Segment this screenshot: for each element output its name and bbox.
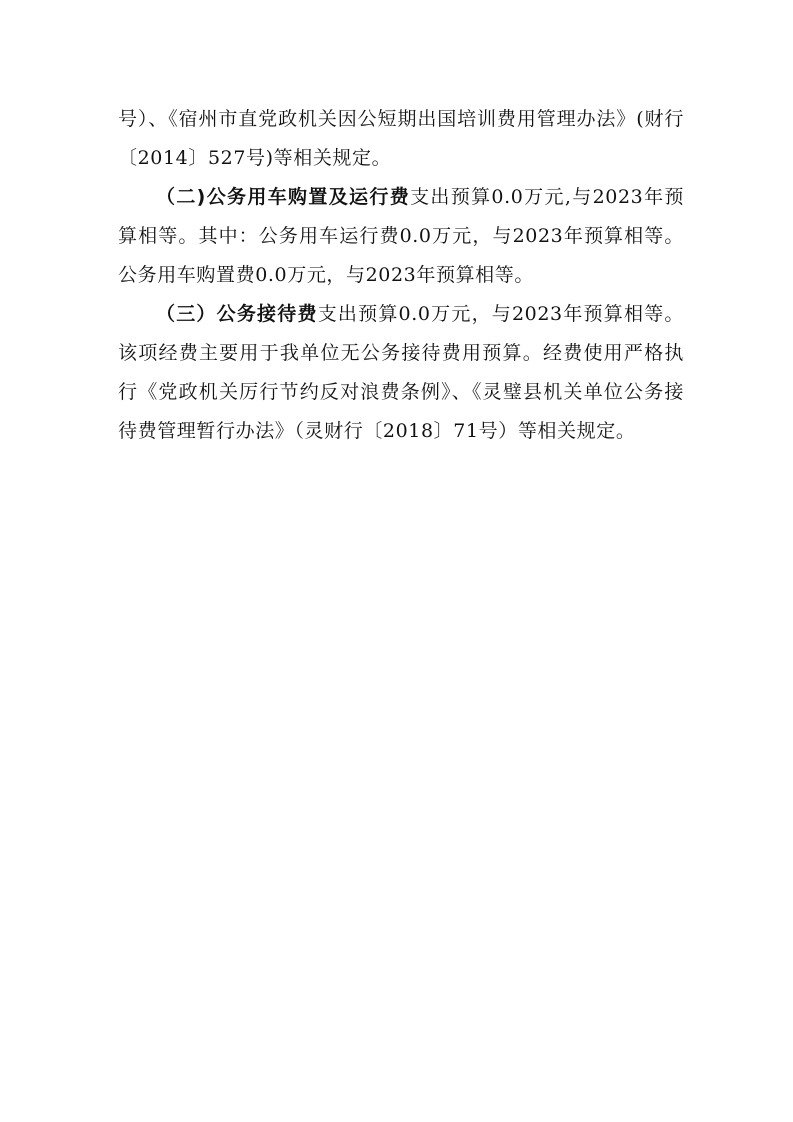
section-heading-vehicle: （二)公务用车购置及运行费 [156, 186, 411, 208]
paragraph-reception-expenses [118, 295, 684, 451]
paragraph-reception-text: 支出预算0.0万元，与2023年预算相等。该项经费主要用于我单位无公务接待费用预算。经费使用严格执行《党政机关厉行节约反对浪费条例》、《灵璧县机关单位公务接待费管理暂行办法》（灵财行〔2018〕71号）等相关规定。 [118, 303, 684, 442]
paragraph-continued-text: 号）、《宿州市直党政机关因公短期出国培训费用管理办法》(财行〔2014〕527号)等相关规定。 [118, 108, 684, 169]
section-heading-reception: （三）公务接待费 [156, 303, 318, 325]
paragraph-vehicle-text: 支出预算0.0万元,与2023年预算相等。其中：公务用车运行费0.0万元，与2023年预算相等。公务用车购置费0.0万元，与2023年预算相等。 [118, 186, 685, 286]
document-body [118, 100, 684, 451]
paragraph-vehicle-expenses [118, 178, 684, 295]
paragraph-continued [118, 100, 684, 178]
